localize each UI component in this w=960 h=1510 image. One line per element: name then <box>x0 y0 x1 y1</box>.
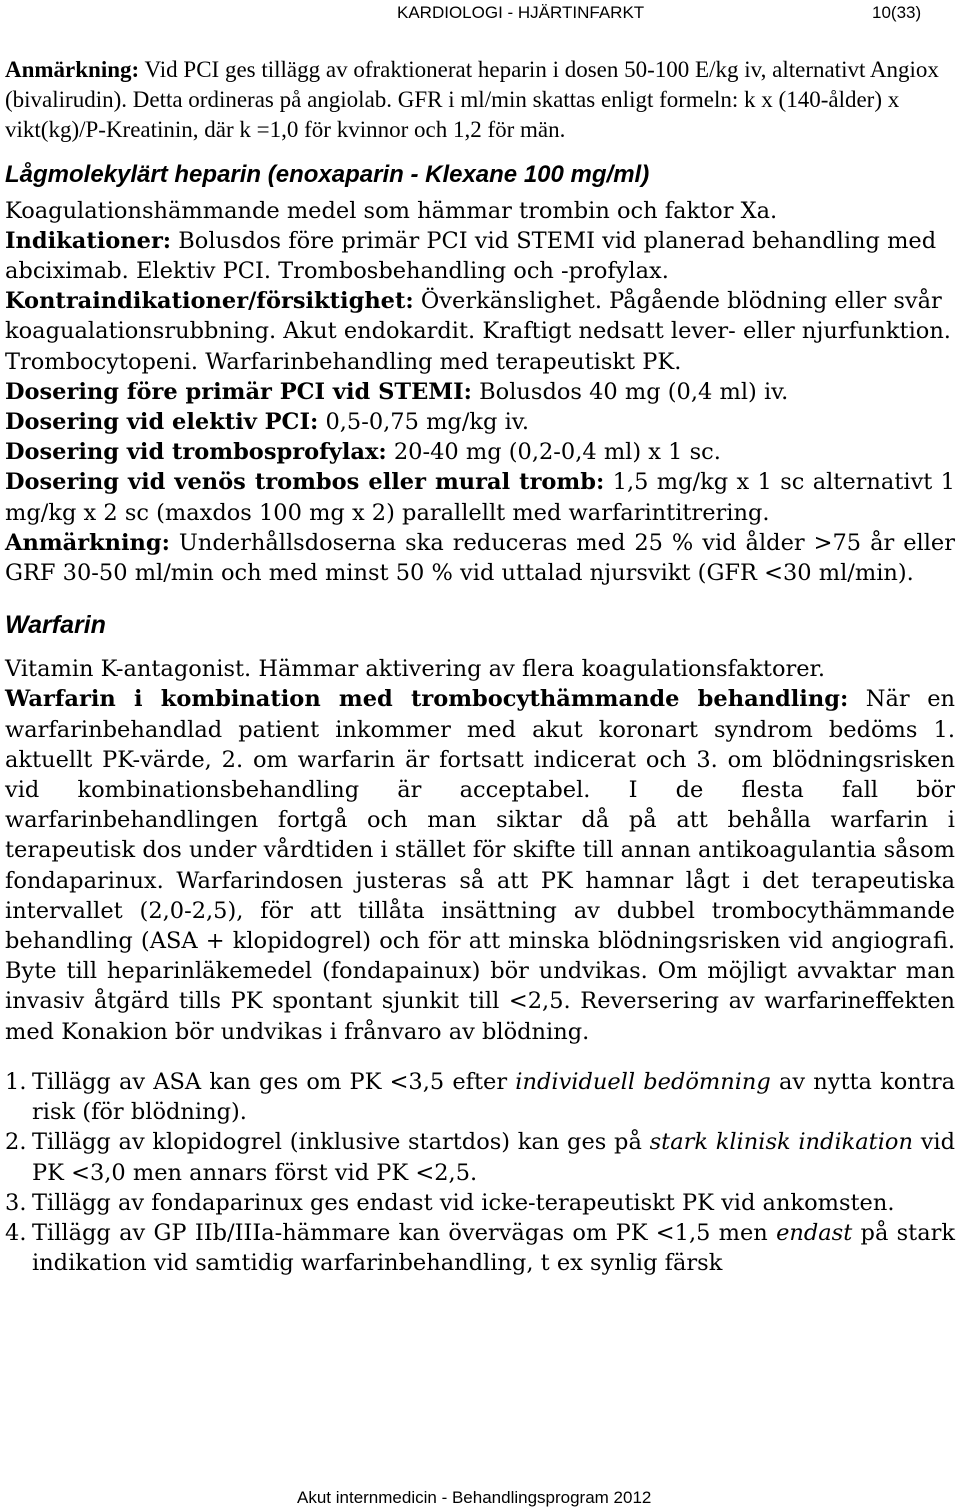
list-item <box>5 1218 955 1278</box>
document-body <box>5 55 955 1278</box>
list-item-text-end: vid PK <3,0 men annars först vid PK <2,5. <box>32 1129 956 1186</box>
indications-text: Bolusdos före primär PCI vid STEMI vid planerad behandling med abciximab. Elektiv PCI. Trombosbehandling och -profylax. <box>5 227 937 285</box>
numbered-list <box>5 1067 955 1278</box>
list-item-text: Tillägg av GP IIb/IIIa-hämmare kan övervägas om PK <1,5 men <box>32 1219 777 1246</box>
list-item-text-end: av nytta kontra risk (för blödning). <box>32 1068 956 1126</box>
dose1-label: Dosering före primär PCI vid STEMI: <box>5 378 472 405</box>
warfarin-combination <box>5 684 955 1046</box>
lmwh-indications <box>5 226 955 286</box>
running-header-title: KARDIOLOGI - HJÄRTINFARKT <box>397 3 645 22</box>
note-label: Anmärkning: <box>5 57 140 82</box>
note-paragraph <box>5 55 955 146</box>
list-item-emphasis: stark klinisk indikation <box>649 1129 913 1156</box>
list-item-number: 4. <box>5 1219 27 1246</box>
warfarin-intro: Vitamin K-antagonist. Hämmar aktivering av flera koagulationsfaktorer. <box>5 656 825 683</box>
list-item-text-end: på stark indikation vid samtidig warfarinbehandling, t ex synlig färsk <box>32 1219 955 1277</box>
combo-text: När en warfarinbehandlad patient inkommer med akut koronart syndrom bedöms 1. aktuellt PK-värde, 2. om warfarin är fortsatt indicerat och 3. om blödningsrisken vid kombinationsbehandling är acceptabel. I de flesta fall bör warfarinbehandlingen fortgå och man siktar då på att behålla warfarin i terapeutisk dos under vårdtiden i stället för skifte till annan antikoagulantia såsom fondaparinux. Warfarindosen justeras så att PK hamnar lågt i det terapeutiska intervallet (2,0-2,5), för att tillåta insättning av dubbel trombocythämmande behandling (ASA + klopidogrel) och för att minska blödningsrisken vid angiografi. Byte till heparinläkemedel (fondapainux) bör undvikas. Om möjligt avvaktar man invasiv åtgärd tills PK spontant sjunkit till <2,5. Reversering av warfarineffekten med Konakion bör undvikas i frånvaro av blödning. <box>5 686 956 1045</box>
dose1-text: Bolusdos 40 mg (0,4 ml) iv. <box>471 378 789 405</box>
running-footer: Akut internmedicin - Behandlingsprogram 2012 <box>297 1488 652 1507</box>
list-item-text: Tillägg av ASA kan ges om PK <3,5 efter <box>32 1068 516 1095</box>
dose-primary-pci <box>5 377 955 407</box>
dose3-label: Dosering vid trombosprofylax: <box>5 439 387 466</box>
dose2-text: 0,5-0,75 mg/kg iv. <box>318 409 529 436</box>
note-text: Vid PCI ges tillägg av ofraktionerat heparin i dosen 50-100 E/kg iv, alternativt Angiox (bivalirudin). Detta ordineras på angiolab. GFR i ml/min skattas enligt formeln: k x (140-ålder) x vikt(kg)/P-Kreatinin, där k =1,0 för kvinnor och 1,2 för män. <box>5 57 939 143</box>
list-item-number: 1. <box>5 1068 27 1095</box>
list-item-text: Tillägg av fondaparinux ges endast vid icke-terapeutiskt PK vid ankomsten. <box>32 1189 895 1216</box>
list-item-emphasis: individuell bedömning <box>515 1068 771 1095</box>
section-heading-warfarin: Warfarin <box>5 611 106 640</box>
lmwh-intro: Koagulationshämmande medel som hämmar trombin och faktor Xa. <box>5 197 778 224</box>
lmwh-note-label: Anmärkning: <box>5 529 170 556</box>
dose4-label: Dosering vid venös trombos eller mural tromb: <box>5 469 605 496</box>
list-item-emphasis: endast <box>776 1219 853 1246</box>
dose-elective-pci <box>5 407 955 437</box>
lmwh-note <box>5 528 955 588</box>
lmwh-contraindications <box>5 286 955 377</box>
combo-label: Warfarin i kombination med trombocythämmande behandling: <box>5 686 849 713</box>
dose4-text: 1,5 mg/kg x 1 sc alternativt 1 mg/kg x 2 sc (maxdos 100 mg x 2) parallellt med warfarintitrering. <box>5 469 955 526</box>
dose2-label: Dosering vid elektiv PCI: <box>5 409 319 436</box>
list-item-number: 2. <box>5 1129 27 1156</box>
list-item <box>5 1067 955 1127</box>
dose3-text: 20-40 mg (0,2-0,4 ml) x 1 sc. <box>386 439 721 466</box>
lmwh-note-text: Underhållsdoserna ska reduceras med 25 % vid ålder >75 år eller GRF 30-50 ml/min och med minst 50 % vid uttalad njursvikt (GFR <30 ml/min). <box>5 529 955 587</box>
list-item-number: 3. <box>5 1189 27 1216</box>
list-item <box>5 1127 955 1187</box>
dose-prophylaxis <box>5 437 955 467</box>
contra-text: Överkänslighet. Pågående blödning eller svår koagualationsrubbning. Akut endokardit. Kraftigt nedsatt lever- eller njurfunktion. Trombocytopeni. Warfarinbehandling med terapeutiskt PK. <box>5 288 951 375</box>
list-item-text: Tillägg av klopidogrel (inklusive startdos) kan ges på <box>32 1129 650 1156</box>
contra-label: Kontraindikationer/försiktighet: <box>5 288 414 315</box>
section-heading-lmwh: Lågmolekylärt heparin (enoxaparin - Klexane 100 mg/ml) <box>5 160 650 188</box>
dose-venous-thrombosis <box>5 467 955 527</box>
page-number: 10(33) <box>872 3 922 22</box>
indications-label: Indikationer: <box>5 227 172 254</box>
list-item <box>5 1188 955 1218</box>
